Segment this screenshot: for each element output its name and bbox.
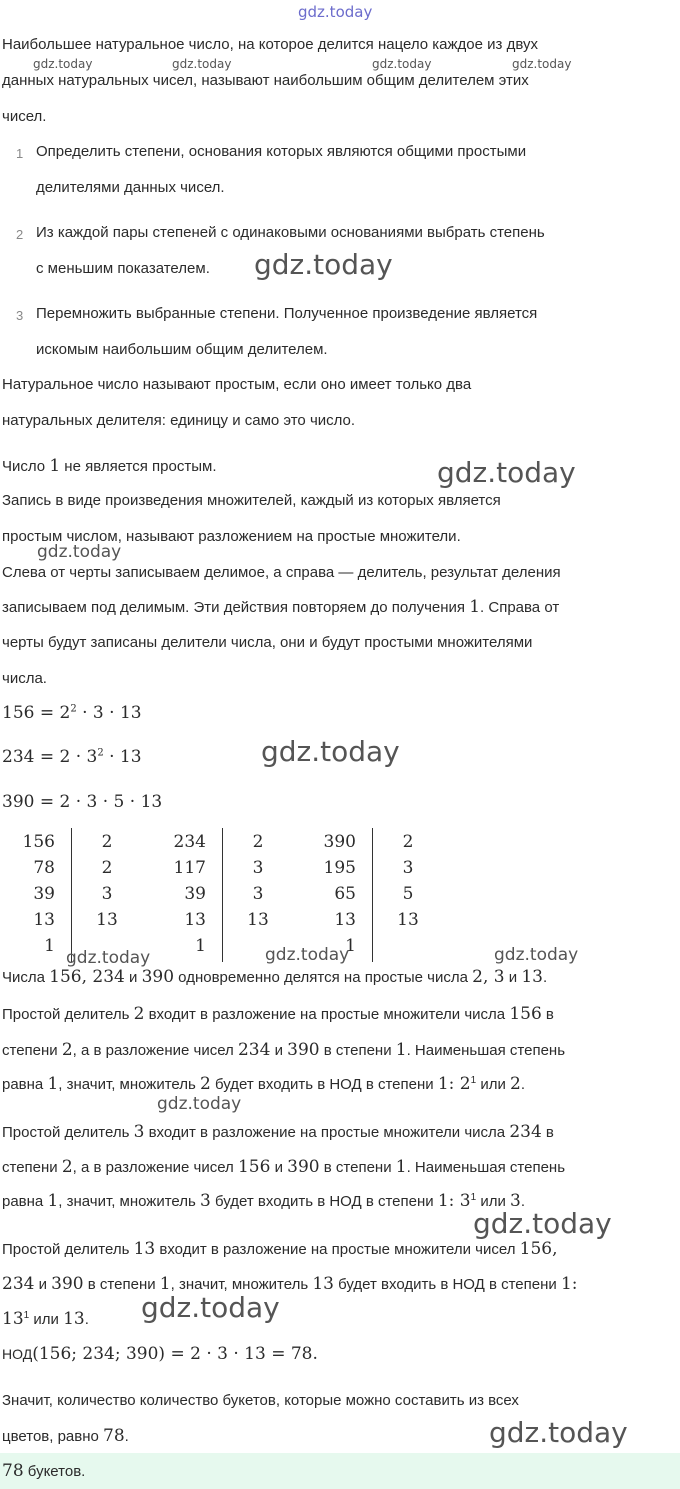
- watermark: gdz.today: [261, 735, 400, 768]
- divisor-cell: 3: [101, 884, 113, 904]
- divisor-cell: 5: [402, 884, 414, 904]
- divisor-cell: 2: [402, 832, 414, 852]
- watermark: gdz.today: [141, 1291, 280, 1324]
- answer-text: 78 букетов.: [2, 1461, 86, 1481]
- divisor-cell: 13: [247, 910, 269, 930]
- divisor-cell: 3: [252, 884, 264, 904]
- step-number: 2: [16, 227, 24, 242]
- definition-line: Наибольшее натуральное число, на которое делится нацело каждое из двух: [2, 36, 538, 53]
- dividend-cell: 78: [33, 858, 55, 878]
- dividend-cell: 39: [184, 884, 206, 904]
- method-text: черты будут записаны делители числа, они и будут простыми множителями: [2, 634, 533, 651]
- watermark: gdz.today: [489, 1416, 628, 1449]
- step-text: делителями данных чисел.: [36, 179, 225, 196]
- step-text: Определить степени, основания которых являются общими простыми: [36, 143, 527, 160]
- watermark: gdz.today: [494, 945, 579, 965]
- divisor-cell: 13: [397, 910, 419, 930]
- watermark: gdz.today: [512, 57, 572, 71]
- conclusion: Значит, количество количество букетов, которые можно составить из всех: [2, 1392, 519, 1409]
- division-line: [222, 828, 223, 962]
- divisor-2-paragraph: Простой делитель 2 входит в разложение на простые множители числа 156 в: [2, 1004, 554, 1024]
- watermark: gdz.today: [157, 1094, 242, 1114]
- dividend-cell: 1: [44, 936, 55, 956]
- watermark: gdz.today: [66, 948, 151, 968]
- dividend-cell: 13: [184, 910, 206, 930]
- step-text: Перемножить выбранные степени. Полученное произведение является: [36, 305, 538, 322]
- divisor-cell: 3: [402, 858, 414, 878]
- dividend-cell: 195: [323, 858, 356, 878]
- dividend-cell: 156: [22, 832, 55, 852]
- watermark-top: gdz.today: [298, 3, 373, 21]
- watermark: gdz.today: [254, 248, 393, 281]
- dividend-cell: 390: [323, 832, 356, 852]
- factorization-equation: 390 = 2 · 3 · 5 · 13: [2, 792, 163, 812]
- divisor-3-paragraph: степени 2, а в разложение чисел 156 и 390 в степени 1. Наименьшая степень: [2, 1157, 566, 1177]
- watermark: gdz.today: [172, 57, 232, 71]
- method-text: числа.: [2, 670, 47, 687]
- watermark: gdz.today: [37, 542, 122, 562]
- one-not-prime: Число 1 не является простым.: [2, 456, 217, 476]
- divisor-3-paragraph: Простой делитель 3 входит в разложение на простые множители числа 234 в: [2, 1122, 554, 1142]
- divisor-13-paragraph: $13^1$ или 13.: [2, 1309, 89, 1329]
- gcd-result: НОД(156; 234; 390) = 2 · 3 · 13 = 78.: [2, 1344, 318, 1364]
- answer-box: [0, 1453, 680, 1489]
- divisor-2-paragraph: степени 2, а в разложение чисел 234 и 390 в степени 1. Наименьшая степень: [2, 1040, 566, 1060]
- divisor-cell: 13: [96, 910, 118, 930]
- division-line: [372, 828, 373, 962]
- dividend-cell: 13: [334, 910, 356, 930]
- dividend-cell: 65: [334, 884, 356, 904]
- method-text: Слева от черты записываем делимое, а справа — делитель, результат деления: [2, 564, 561, 581]
- divisor-13-paragraph: 234 и 390 в степени 1, значит, множитель 13 будет входить в НОД в степени 1:: [2, 1274, 578, 1294]
- watermark: gdz.today: [372, 57, 432, 71]
- prime-definition: Натуральное число называют простым, если оно имеет только два: [2, 376, 472, 393]
- dividend-cell: 13: [33, 910, 55, 930]
- step-text: с меньшим показателем.: [36, 260, 210, 277]
- divisor-3-paragraph: равна 1, значит, множитель 3 будет входить в НОД в степени 1: $3^1$ или 3.: [2, 1191, 526, 1211]
- definition-line: данных натуральных чисел, называют наибольшим общим делителем этих: [2, 72, 529, 89]
- prime-definition: натуральных делителя: единицу и само это число.: [2, 412, 356, 429]
- factorization-definition: Запись в виде произведения множителей, каждый из которых является: [2, 492, 501, 509]
- divisor-cell: 2: [101, 858, 113, 878]
- conclusion: цветов, равно 78.: [2, 1426, 129, 1446]
- divisor-2-paragraph: равна 1, значит, множитель 2 будет входить в НОД в степени 1: $2^1$ или 2.: [2, 1074, 526, 1094]
- divisor-13-paragraph: Простой делитель 13 входит в разложение на простые множители чисел 156,: [2, 1239, 558, 1259]
- step-number: 1: [16, 146, 24, 161]
- dividend-cell: 39: [33, 884, 55, 904]
- watermark: gdz.today: [437, 456, 576, 489]
- definition-line: чисел.: [2, 108, 47, 125]
- factorization-definition: простым числом, называют разложением на простые множители.: [2, 528, 461, 545]
- step-number: 3: [16, 308, 24, 323]
- factorization-equation: $156 = 2^2 \cdot 3 \cdot 13$: [2, 703, 142, 723]
- method-text: записываем под делимым. Эти действия повторяем до получения 1. Справа от: [2, 597, 560, 617]
- common-divisors: Числа 156, 234 и 390 одновременно делятся на простые числа 2, 3 и 13.: [2, 967, 548, 987]
- watermark: gdz.today: [473, 1207, 612, 1240]
- dividend-cell: 1: [195, 936, 206, 956]
- divisor-cell: 2: [252, 832, 264, 852]
- divisor-cell: 3: [252, 858, 264, 878]
- dividend-cell: 1: [345, 936, 356, 956]
- watermark: gdz.today: [33, 57, 93, 71]
- watermark: gdz.today: [265, 945, 350, 965]
- dividend-cell: 234: [173, 832, 206, 852]
- dividend-cell: 117: [173, 858, 206, 878]
- step-text: Из каждой пары степеней с одинаковыми основаниями выбрать степень: [36, 224, 545, 241]
- step-text: искомым наибольшим общим делителем.: [36, 341, 328, 358]
- divisor-cell: 2: [101, 832, 113, 852]
- division-line: [71, 828, 72, 962]
- factorization-equation: $234 = 2 \cdot 3^2 \cdot 13$: [2, 747, 142, 767]
